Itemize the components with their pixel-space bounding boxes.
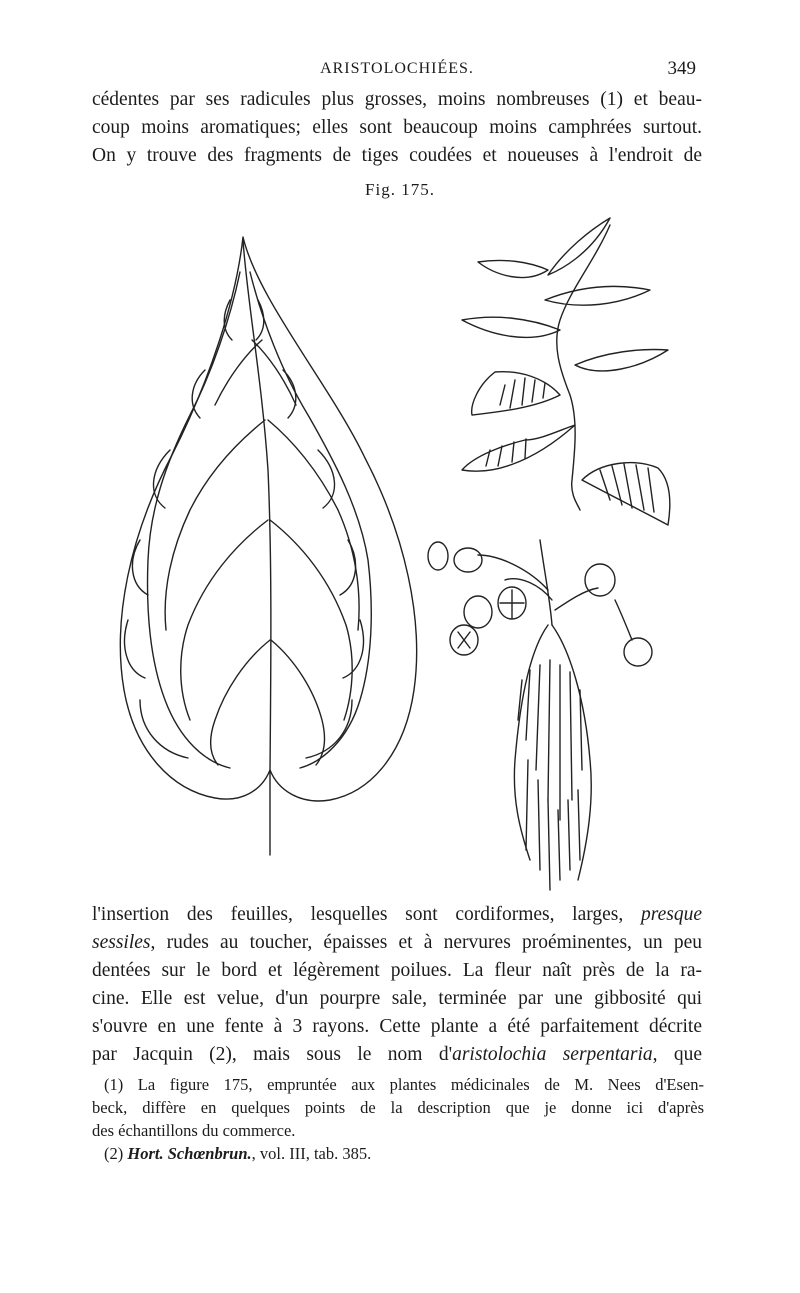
footnote-1-line: beck, diffère en quelques points de la description que je donne ici d'après — [92, 1098, 704, 1117]
leafy-stem-drawing — [462, 218, 670, 525]
text-segment: par Jacquin (2), mais sous le nom d' — [92, 1044, 453, 1065]
footnote-1-line: des échantillons du commerce. — [92, 1121, 296, 1140]
text-line: coup moins aromatiques; elles sont beaucoup moins camphrées surtout. — [92, 117, 702, 138]
text-line: dentées sur le bord et légèrement poilues. La fleur naît près de la ra- — [92, 960, 702, 981]
figure-caption: Fig. 175. — [365, 180, 435, 199]
text-line: cine. Elle est velue, d'un pourpre sale, terminée par une gibbosité qui — [92, 988, 702, 1009]
running-title: ARISTOLOCHIÉES. — [320, 60, 474, 77]
paragraph-top — [92, 86, 702, 170]
text-segment: , rudes au toucher, épaisses et à nervures proéminentes, un peu — [150, 932, 702, 953]
large-leaf-drawing — [120, 237, 416, 855]
text-segment: , que — [652, 1044, 703, 1065]
page-number: 349 — [667, 58, 696, 79]
italic-term: sessiles — [92, 932, 151, 953]
text-line — [92, 1041, 702, 1069]
text-line — [92, 901, 702, 929]
text-line — [92, 929, 702, 957]
running-head — [92, 58, 702, 84]
footnote-2 — [92, 1142, 704, 1165]
footnote-marker: (2) — [104, 1144, 124, 1163]
footnote-1-line: (1) La figure 175, empruntée aux plantes médicinales de M. Nees d'Esen- — [104, 1075, 704, 1094]
text-segment: , vol. III, tab. 385. — [251, 1144, 372, 1163]
italic-term: Hort. Schœnbrun. — [127, 1144, 252, 1163]
italic-term: presque — [641, 904, 703, 925]
footnotes — [92, 1073, 704, 1165]
text-segment: l'insertion des feuilles, lesquelles sont cordiformes, larges, — [92, 904, 624, 925]
text-line: s'ouvre en une fente à 3 rayons. Cette plante a été parfaitement décrite — [92, 1016, 702, 1037]
italic-term: aristolochia serpentaria — [452, 1044, 653, 1065]
flowers-and-root-drawing — [428, 540, 652, 890]
paragraph-bottom — [92, 901, 702, 1069]
text-line: cédentes par ses radicules plus grosses, moins nombreuses (1) et beau- — [92, 89, 702, 110]
text-line: On y trouve des fragments de tiges coudées et noueuses à l'endroit de — [92, 145, 702, 166]
